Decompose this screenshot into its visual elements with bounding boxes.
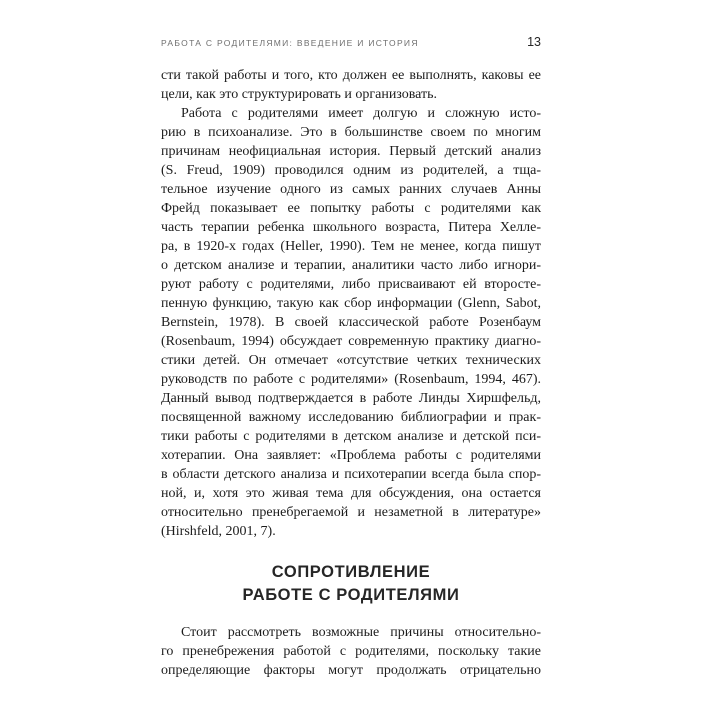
- section-heading-line: СОПРОТИВЛЕНИЕ: [271, 563, 431, 581]
- paragraph: [161, 104, 541, 541]
- text-line: Работа с родителями имеет долгую и сложную исто-: [181, 106, 541, 121]
- paragraph: [161, 623, 541, 680]
- book-page: [161, 35, 541, 680]
- page-number: 13: [527, 35, 541, 49]
- text-line: посвященной важному исследованию библиографии и прак-: [161, 410, 541, 425]
- text-line: Фрейд показывает ее попытку работы с родителями как: [161, 201, 541, 216]
- text-line: цели, как это структурировать и организовать.: [161, 87, 438, 102]
- running-head: РАБОТА С РОДИТЕЛЯМИ: ВВЕДЕНИЕ И ИСТОРИЯ: [161, 38, 419, 48]
- text-line: причинам неофициальная история. Первый детский анализ: [161, 144, 541, 159]
- text-line: рию в психоанализе. Это в большинстве своем по многим: [161, 125, 541, 140]
- body-text: [161, 66, 541, 680]
- text-line: (S. Freud, 1909) проводился одним из родителей, а тща-: [161, 163, 541, 178]
- text-line: относительно пренебрегаемой и незаметной в литературе»: [161, 505, 541, 520]
- text-line: стики детей. Он отмечает «отсутствие четких технических: [161, 353, 541, 368]
- text-line: тельное изучение одного из самых ранних случаев Анны: [161, 182, 541, 197]
- text-line: пенную функцию, такую как сбор информации (Glenn, Sabot,: [161, 296, 541, 311]
- text-line: хотерапии. Она заявляет: «Проблема работы с родителями: [161, 448, 541, 463]
- paragraph: [161, 66, 541, 104]
- text-line: тики работы с родителями в детском анализе и детской пси-: [161, 429, 541, 444]
- text-line: Данный вывод подтверждается в работе Линды Хиршфельд,: [161, 391, 541, 406]
- text-line: сти такой работы и того, кто должен ее выполнять, каковы ее: [161, 68, 541, 83]
- text-line: руководств по работе с родителями» (Rosenbaum, 1994, 467).: [161, 372, 541, 387]
- text-line: часть терапии ребенка школьного возраста, Питера Хелле-: [161, 220, 541, 235]
- text-line: ной, и, хотя это живая тема для обсуждения, она остается: [161, 486, 541, 501]
- section-heading-line: РАБОТЕ С РОДИТЕЛЯМИ: [242, 586, 460, 604]
- text-line: в области детского анализа и психотерапии всегда была спор-: [161, 467, 541, 482]
- text-line: руют работу с родителями, либо присваивают ей второсте-: [161, 277, 541, 292]
- text-line: Bernstein, 1978). В своей классической работе Розенбаум: [161, 315, 541, 330]
- text-line: Стоит рассмотреть возможные причины относительно-: [181, 625, 541, 640]
- text-line: ра, в 1920-х годах (Heller, 1990). Тем не менее, когда пишут: [161, 239, 541, 254]
- page-header: [161, 35, 541, 49]
- text-line: (Rosenbaum, 1994) обсуждает современную практику диагно-: [161, 334, 541, 349]
- text-line: го пренебрежения работой с родителями, поскольку такие: [161, 644, 541, 659]
- text-line: о детском анализе и терапии, аналитики часто либо игнори-: [161, 258, 541, 273]
- text-line: определяющие факторы могут продолжать отрицательно: [161, 663, 541, 678]
- text-line: (Hirshfeld, 2001, 7).: [161, 524, 276, 539]
- section-heading: [161, 561, 541, 607]
